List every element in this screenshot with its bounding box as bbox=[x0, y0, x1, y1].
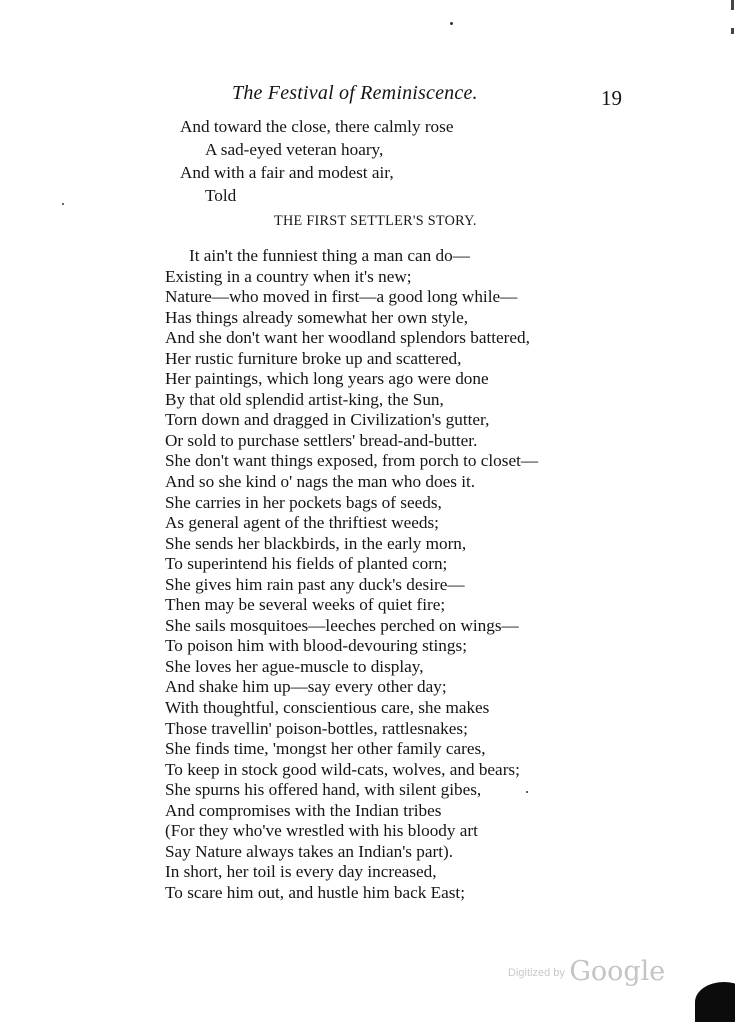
poem-line: To poison him with blood-devouring stings; bbox=[165, 636, 467, 656]
poem-line: Existing in a country when it's new; bbox=[165, 266, 412, 286]
running-head: The Festival of Reminiscence. bbox=[232, 82, 478, 104]
page-speck bbox=[62, 203, 64, 205]
poem-line: As general agent of the thriftiest weeds; bbox=[165, 513, 439, 533]
poem-line: And so she kind o' nags the man who does it. bbox=[165, 472, 476, 492]
poem-line: With thoughtful, conscientious care, she makes bbox=[165, 698, 490, 718]
intro-line: A sad-eyed veteran hoary, bbox=[205, 140, 384, 159]
poem-line: She sends her blackbirds, in the early morn, bbox=[165, 533, 467, 553]
poem-line: (For they who've wrestled with his bloody art bbox=[165, 821, 478, 841]
poem-line: To keep in stock good wild-cats, wolves, and bears; bbox=[165, 759, 520, 779]
poem-line: Say Nature always takes an Indian's part). bbox=[165, 841, 454, 861]
poem-line: She gives him rain past any duck's desire— bbox=[165, 574, 465, 594]
poem-line: By that old splendid artist-king, the Sun, bbox=[165, 389, 444, 409]
poem-line: Then may be several weeks of quiet fire; bbox=[165, 595, 446, 615]
story-title: THE FIRST SETTLER'S STORY. bbox=[274, 213, 477, 229]
intro-line: And toward the close, there calmly rose bbox=[180, 117, 454, 136]
poem-line: She sails mosquitoes—leeches perched on wings— bbox=[165, 615, 519, 635]
edge-mark bbox=[731, 28, 734, 34]
google-logo: Google bbox=[569, 956, 666, 987]
poem-line: She loves her ague-muscle to display, bbox=[165, 656, 424, 676]
poem-line: She spurns his offered hand, with silent gibes, bbox=[165, 780, 482, 800]
intro-line: And with a fair and modest air, bbox=[180, 163, 394, 182]
page-speck bbox=[526, 791, 528, 793]
poem-line: Those travellin' poison-bottles, rattlesnakes; bbox=[165, 718, 468, 738]
poem-line: Nature—who moved in first—a good long while— bbox=[165, 287, 518, 307]
poem-line: And compromises with the Indian tribes bbox=[165, 800, 442, 820]
edge-mark bbox=[731, 0, 734, 10]
intro-line: Told bbox=[205, 186, 237, 205]
poem-line: She don't want things exposed, from porch to closet— bbox=[165, 451, 539, 471]
corner-blot bbox=[695, 982, 735, 1022]
poem-line: Torn down and dragged in Civilization's gutter, bbox=[165, 410, 490, 430]
page-number: 19 bbox=[601, 86, 622, 110]
poem-line: Has things already somewhat her own style, bbox=[165, 307, 469, 327]
poem-line: To superintend his fields of planted corn; bbox=[165, 554, 448, 574]
poem-line: She carries in her pockets bags of seeds, bbox=[165, 492, 442, 512]
poem-line: Her rustic furniture broke up and scattered, bbox=[165, 348, 462, 368]
poem-line: And she don't want her woodland splendors battered, bbox=[165, 328, 530, 348]
poem-line: It ain't the funniest thing a man can do— bbox=[189, 246, 470, 265]
poem-line: Her paintings, which long years ago were done bbox=[165, 369, 489, 389]
poem-line: Or sold to purchase settlers' bread-and-butter. bbox=[165, 430, 478, 450]
watermark-prefix: Digitized by bbox=[508, 967, 565, 979]
poem-line: To scare him out, and hustle him back East; bbox=[165, 882, 465, 902]
page-speck bbox=[450, 22, 453, 25]
poem-body bbox=[165, 246, 705, 904]
poem-line: And shake him up—say every other day; bbox=[165, 677, 447, 697]
google-watermark bbox=[508, 956, 665, 987]
poem-line: In short, her toil is every day increased, bbox=[165, 862, 437, 882]
poem-line: She finds time, 'mongst her other family cares, bbox=[165, 739, 486, 759]
